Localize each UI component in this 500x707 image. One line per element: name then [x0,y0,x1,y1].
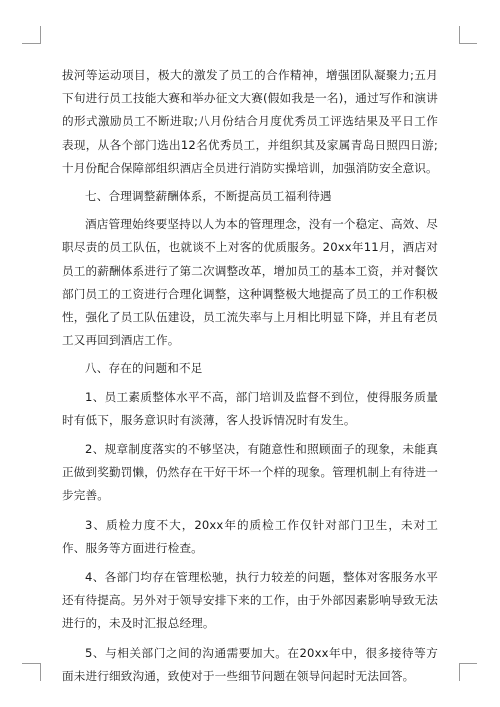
crop-mark-bottom-right-vertical [459,663,460,681]
crop-mark-top-left-vertical [40,26,41,44]
issue-item-2: 2、规章制度落实的不够坚决，有随意性和照顾面子的现象，未能真正做到奖勤罚懒，仍然存在干好干坏一个样的现象。管理机制上有待进一步完善。 [62,442,438,503]
section-heading-8: 八、存在的问题和不足 [85,361,203,376]
crop-mark-bottom-right-horizontal [459,663,477,664]
section-heading-7: 七、合理调整薪酬体系，不断提高员工福利待遇 [85,189,332,204]
issue-item-3: 3、质检力度不大，20xx年的质检工作仅针对部门卫生，未对工作、服务等方面进行检查。 [62,517,438,555]
crop-mark-bottom-left-vertical [40,663,41,681]
issue-item-1: 1、员工素质整体水平不高，部门培训及监督不到位，使得服务质量时有低下，服务意识时有淡薄，客人投诉情况时有发生。 [62,389,438,427]
crop-mark-bottom-left-horizontal [22,663,40,664]
crop-mark-top-left-horizontal [22,43,40,44]
document-body [62,64,438,688]
issue-item-4: 4、各部门均存在管理松驰，执行力较差的问题，整体对客服务水平还有待提高。另外对于领导安排下来的工作，由于外部因素影响导致无法进行的，未及时汇报总经理。 [62,570,438,631]
paragraph-salary: 酒店管理始终要坚持以人为本的管理理念，没有一个稳定、高效、尽职尽责的员工队伍，也就谈不上对客的优质服务。20xx年11月，酒店对员工的薪酬体系进行了第二次调整改革，增加员工的基本工资，并对餐饮部门员工的工资进行合理化调整，这种调整极大地提高了员工的工作积极性，强化了员工队伍建设，员工流失率与上月相比明显下降，并且有老员工又再回到酒店工作。 [62,217,438,348]
paragraph-activities: 拔河等运动项目，极大的激发了员工的合作精神，增强团队凝聚力;五月下旬进行员工技能大赛和举办征文大赛(假如我是一名)，通过写作和演讲的形式激励员工不断进取;八月份结合月度优秀员工评选结果及平日工作表现，从各个部门选出12名优秀员工，并组织其及家属青岛日照四日游;十月份配合保障部组织酒店全员进行消防实操培训，加强消防安全意识。 [62,68,438,175]
crop-mark-top-right-vertical [459,26,460,44]
crop-mark-top-right-horizontal [459,43,477,44]
issue-item-5: 5、与相关部门之间的沟通需要加大。在20xx年中，很多接待等方面未进行细致沟通，致使对于一些细节问题在领导问起时无法回答。 [62,645,438,683]
